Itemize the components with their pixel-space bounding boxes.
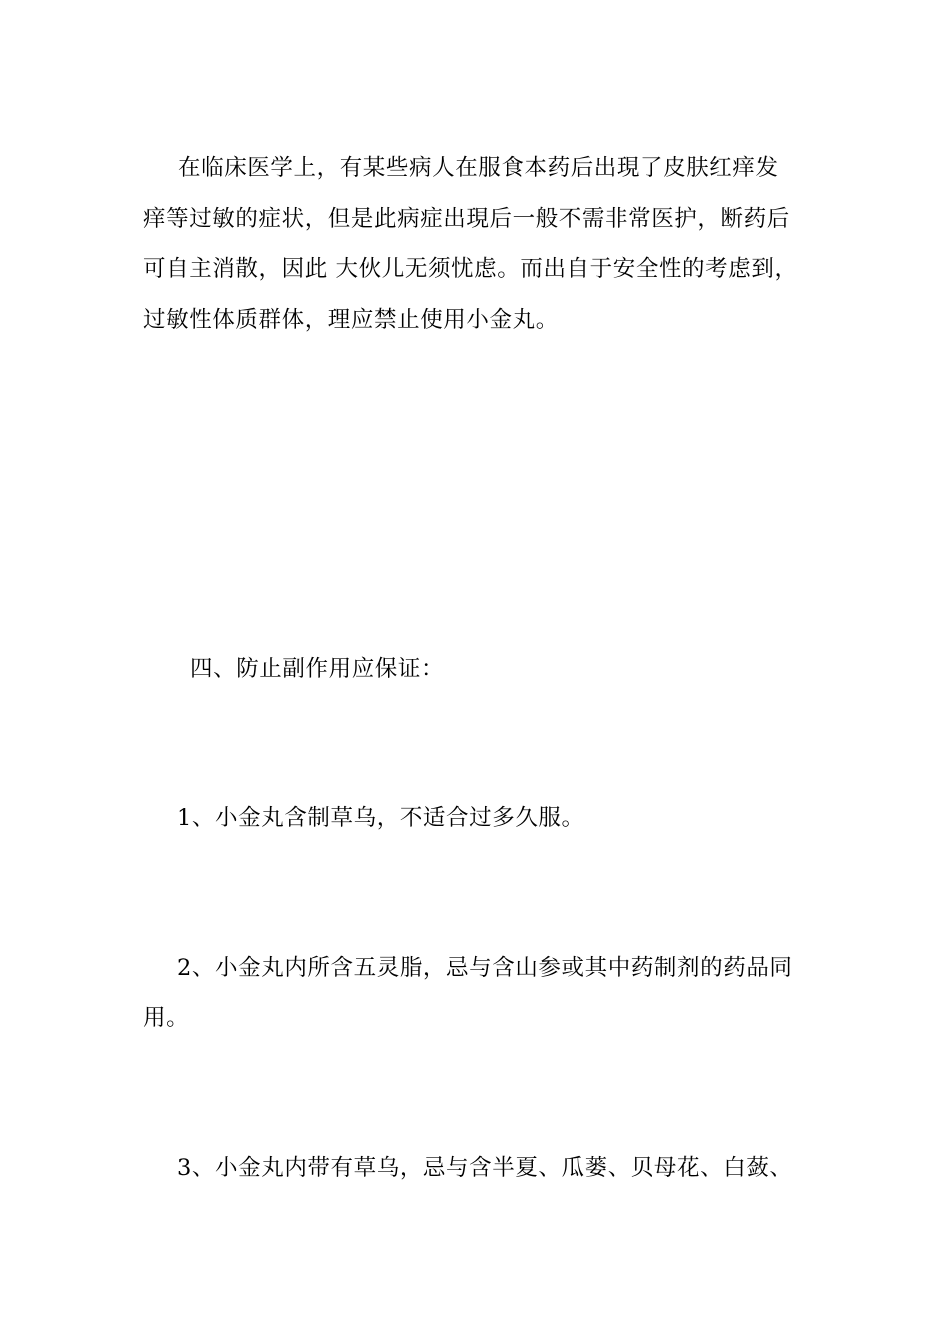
paragraph-line: 可自主消散，因此 大伙儿无须忧虑。而出自于安全性的考虑到， (143, 256, 798, 282)
list-item: 2、小金丸内所含五灵脂，忌与含山参或其中药制剂的药品同 (177, 955, 793, 981)
list-item: 1、小金丸含制草乌，不适合过多久服。 (177, 805, 585, 831)
section-heading: 四、防止副作用应保证： (190, 656, 445, 682)
list-item: 3、小金丸内带有草乌，忌与含半夏、瓜蒌、贝母花、白蔹、 (177, 1155, 793, 1181)
paragraph-line: 痒等过敏的症状，但是此病症出現后一般不需非常医护，断药后 (143, 206, 790, 232)
paragraph-line: 在临床医学上，有某些病人在服食本药后出現了皮肤红痒发 (178, 155, 779, 181)
list-item-continuation: 用。 (143, 1005, 190, 1031)
paragraph-line: 过敏性体质群体，理应禁止使用小金丸。 (143, 307, 559, 333)
